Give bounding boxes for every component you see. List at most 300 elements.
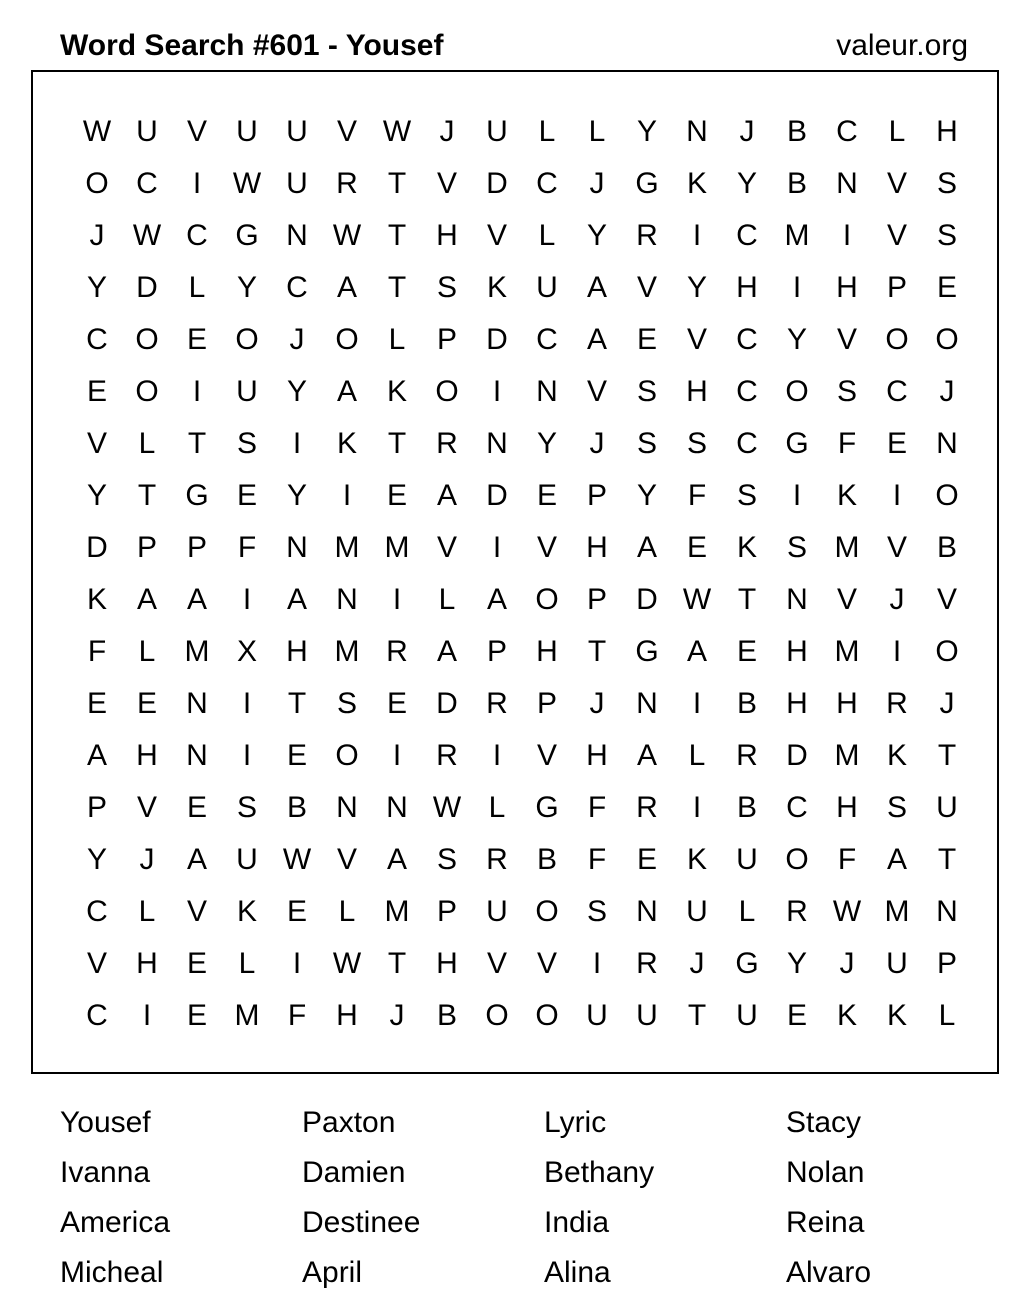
grid-letter[interactable]: V xyxy=(186,115,207,148)
grid-letter[interactable]: A xyxy=(186,583,207,616)
grid-letter[interactable]: N xyxy=(936,895,958,928)
grid-letter[interactable]: J xyxy=(889,583,905,616)
grid-letter[interactable]: C xyxy=(736,219,758,252)
grid-letter[interactable]: B xyxy=(536,843,557,876)
grid-letter[interactable]: Y xyxy=(536,427,557,460)
grid-letter[interactable]: X xyxy=(236,635,257,668)
grid-letter[interactable]: O xyxy=(135,375,159,408)
grid-letter[interactable]: A xyxy=(636,739,657,772)
grid-letter[interactable]: N xyxy=(186,687,208,720)
grid-letter[interactable]: Y xyxy=(86,271,107,304)
grid-letter[interactable]: I xyxy=(292,427,302,460)
grid-letter[interactable]: O xyxy=(85,167,109,200)
grid-letter[interactable]: A xyxy=(336,271,357,304)
grid-letter[interactable]: R xyxy=(486,843,508,876)
grid-letter[interactable]: R xyxy=(636,791,658,824)
grid-letter[interactable]: A xyxy=(436,635,457,668)
grid-letter[interactable]: S xyxy=(736,479,757,512)
grid-letter[interactable]: O xyxy=(235,323,259,356)
grid-letter[interactable]: U xyxy=(886,947,908,980)
grid-letter[interactable]: I xyxy=(892,635,902,668)
grid-letter[interactable]: H xyxy=(786,635,808,668)
grid-letter[interactable]: E xyxy=(186,947,207,980)
grid-letter[interactable]: C xyxy=(286,271,308,304)
grid-letter[interactable]: H xyxy=(836,271,858,304)
grid-letter[interactable]: W xyxy=(232,167,262,200)
grid-letter[interactable]: A xyxy=(486,583,507,616)
grid-letter[interactable]: H xyxy=(586,739,608,772)
grid-letter[interactable]: U xyxy=(686,895,708,928)
grid-letter[interactable]: O xyxy=(485,999,509,1032)
grid-letter[interactable]: V xyxy=(136,791,157,824)
grid-letter[interactable]: E xyxy=(386,479,407,512)
grid-letter[interactable]: N xyxy=(386,791,408,824)
grid-letter[interactable]: N xyxy=(286,531,308,564)
grid-letter[interactable]: V xyxy=(336,115,357,148)
grid-letter[interactable]: N xyxy=(286,219,308,252)
grid-letter[interactable]: O xyxy=(335,739,359,772)
grid-letter[interactable]: V xyxy=(486,219,507,252)
grid-letter[interactable]: K xyxy=(886,739,907,772)
grid-letter[interactable]: J xyxy=(939,375,955,408)
grid-letter[interactable]: E xyxy=(86,687,107,720)
grid-letter[interactable]: K xyxy=(736,531,757,564)
grid-letter[interactable]: L xyxy=(138,427,156,460)
grid-letter[interactable]: S xyxy=(236,427,257,460)
grid-letter[interactable]: E xyxy=(286,739,307,772)
grid-letter[interactable]: N xyxy=(836,167,858,200)
grid-letter[interactable]: J xyxy=(589,687,605,720)
grid-letter[interactable]: A xyxy=(186,843,207,876)
grid-letter[interactable]: E xyxy=(636,843,657,876)
grid-letter[interactable]: N xyxy=(186,739,208,772)
grid-letter[interactable]: F xyxy=(287,999,307,1032)
grid-letter[interactable]: V xyxy=(536,531,557,564)
grid-letter[interactable]: G xyxy=(235,219,259,252)
grid-letter[interactable]: H xyxy=(136,739,158,772)
grid-letter[interactable]: L xyxy=(688,739,706,772)
grid-letter[interactable]: G xyxy=(735,947,759,980)
grid-letter[interactable]: C xyxy=(536,167,558,200)
grid-letter[interactable]: P xyxy=(536,687,557,720)
grid-letter[interactable]: G xyxy=(785,427,809,460)
grid-letter[interactable]: D xyxy=(486,479,508,512)
grid-letter[interactable]: N xyxy=(636,687,658,720)
grid-letter[interactable]: R xyxy=(636,947,658,980)
grid-letter[interactable]: C xyxy=(136,167,158,200)
grid-letter[interactable]: V xyxy=(536,947,557,980)
grid-letter[interactable]: B xyxy=(286,791,307,824)
grid-letter[interactable]: M xyxy=(334,531,360,564)
grid-letter[interactable]: P xyxy=(436,323,457,356)
grid-letter[interactable]: S xyxy=(336,687,357,720)
grid-letter[interactable]: U xyxy=(936,791,958,824)
grid-letter[interactable]: P xyxy=(436,895,457,928)
grid-letter[interactable]: K xyxy=(836,479,857,512)
grid-letter[interactable]: H xyxy=(436,947,458,980)
grid-letter[interactable]: U xyxy=(486,115,508,148)
grid-letter[interactable]: Y xyxy=(636,479,657,512)
grid-letter[interactable]: J xyxy=(89,219,105,252)
grid-letter[interactable]: F xyxy=(687,479,707,512)
grid-letter[interactable]: O xyxy=(885,323,909,356)
grid-letter[interactable]: K xyxy=(486,271,507,304)
grid-letter[interactable]: F xyxy=(837,427,857,460)
grid-letter[interactable]: O xyxy=(435,375,459,408)
grid-letter[interactable]: N xyxy=(536,375,558,408)
grid-letter[interactable]: H xyxy=(136,947,158,980)
grid-letter[interactable]: O xyxy=(935,323,959,356)
grid-letter[interactable]: V xyxy=(486,947,507,980)
grid-letter[interactable]: S xyxy=(436,271,457,304)
grid-letter[interactable]: H xyxy=(836,687,858,720)
grid-letter[interactable]: V xyxy=(586,375,607,408)
grid-letter[interactable]: O xyxy=(785,843,809,876)
grid-letter[interactable]: O xyxy=(535,583,559,616)
grid-letter[interactable]: R xyxy=(436,739,458,772)
grid-letter[interactable]: L xyxy=(538,219,556,252)
grid-letter[interactable]: V xyxy=(536,739,557,772)
grid-letter[interactable]: I xyxy=(392,583,402,616)
grid-letter[interactable]: J xyxy=(739,115,755,148)
grid-letter[interactable]: I xyxy=(342,479,352,512)
grid-letter[interactable]: V xyxy=(186,895,207,928)
grid-letter[interactable]: M xyxy=(784,219,810,252)
grid-letter[interactable]: U xyxy=(136,115,158,148)
grid-letter[interactable]: T xyxy=(387,219,407,252)
grid-letter[interactable]: W xyxy=(332,219,362,252)
grid-letter[interactable]: D xyxy=(86,531,108,564)
grid-letter[interactable]: A xyxy=(586,323,607,356)
grid-letter[interactable]: U xyxy=(286,115,308,148)
grid-letter[interactable]: J xyxy=(439,115,455,148)
grid-letter[interactable]: N xyxy=(786,583,808,616)
grid-letter[interactable]: N xyxy=(486,427,508,460)
grid-letter[interactable]: S xyxy=(636,427,657,460)
grid-letter[interactable]: I xyxy=(492,739,502,772)
grid-letter[interactable]: Y xyxy=(686,271,707,304)
grid-letter[interactable]: P xyxy=(486,635,507,668)
grid-letter[interactable]: O xyxy=(785,375,809,408)
grid-letter[interactable]: J xyxy=(589,427,605,460)
grid-letter[interactable]: E xyxy=(536,479,557,512)
grid-letter[interactable]: B xyxy=(736,687,757,720)
grid-letter[interactable]: D xyxy=(136,271,158,304)
grid-letter[interactable]: D xyxy=(486,323,508,356)
grid-letter[interactable]: C xyxy=(836,115,858,148)
grid-letter[interactable]: B xyxy=(786,115,807,148)
grid-letter[interactable]: O xyxy=(935,479,959,512)
grid-letter[interactable]: J xyxy=(839,947,855,980)
grid-letter[interactable]: P xyxy=(586,583,607,616)
grid-letter[interactable]: D xyxy=(636,583,658,616)
grid-letter[interactable]: M xyxy=(834,635,860,668)
grid-letter[interactable]: R xyxy=(786,895,808,928)
grid-letter[interactable]: E xyxy=(936,271,957,304)
grid-letter[interactable]: T xyxy=(587,635,607,668)
grid-letter[interactable]: Y xyxy=(786,947,807,980)
grid-letter[interactable]: I xyxy=(492,531,502,564)
grid-letter[interactable]: G xyxy=(185,479,209,512)
grid-letter[interactable]: N xyxy=(336,791,358,824)
grid-letter[interactable]: J xyxy=(939,687,955,720)
grid-letter[interactable]: T xyxy=(737,583,757,616)
grid-letter[interactable]: T xyxy=(687,999,707,1032)
grid-letter[interactable]: I xyxy=(892,479,902,512)
grid-letter[interactable]: Y xyxy=(636,115,657,148)
grid-letter[interactable]: L xyxy=(388,323,406,356)
grid-letter[interactable]: W xyxy=(432,791,462,824)
grid-letter[interactable]: U xyxy=(736,999,758,1032)
grid-letter[interactable]: C xyxy=(86,895,108,928)
grid-letter[interactable]: A xyxy=(686,635,707,668)
grid-letter[interactable]: H xyxy=(936,115,958,148)
grid-letter[interactable]: I xyxy=(592,947,602,980)
grid-letter[interactable]: V xyxy=(436,531,457,564)
grid-letter[interactable]: R xyxy=(886,687,908,720)
grid-letter[interactable]: D xyxy=(486,167,508,200)
grid-letter[interactable]: B xyxy=(936,531,957,564)
grid-letter[interactable]: W xyxy=(682,583,712,616)
grid-letter[interactable]: L xyxy=(938,999,956,1032)
grid-letter[interactable]: N xyxy=(636,895,658,928)
grid-letter[interactable]: P xyxy=(936,947,957,980)
grid-letter[interactable]: O xyxy=(535,999,559,1032)
grid-letter[interactable]: Y xyxy=(286,479,307,512)
grid-letter[interactable]: I xyxy=(192,375,202,408)
grid-letter[interactable]: H xyxy=(436,219,458,252)
grid-letter[interactable]: M xyxy=(834,531,860,564)
grid-letter[interactable]: T xyxy=(387,427,407,460)
grid-letter[interactable]: T xyxy=(387,167,407,200)
grid-letter[interactable]: C xyxy=(736,375,758,408)
grid-letter[interactable]: W xyxy=(332,947,362,980)
grid-letter[interactable]: E xyxy=(636,323,657,356)
grid-letter[interactable]: R xyxy=(386,635,408,668)
grid-letter[interactable]: W xyxy=(82,115,112,148)
grid-letter[interactable]: I xyxy=(242,687,252,720)
grid-letter[interactable]: R xyxy=(336,167,358,200)
grid-letter[interactable]: I xyxy=(842,219,852,252)
grid-letter[interactable]: S xyxy=(586,895,607,928)
grid-letter[interactable]: U xyxy=(236,843,258,876)
grid-letter[interactable]: Y xyxy=(86,843,107,876)
grid-letter[interactable]: S xyxy=(936,219,957,252)
grid-letter[interactable]: L xyxy=(138,635,156,668)
grid-letter[interactable]: T xyxy=(187,427,207,460)
grid-letter[interactable]: L xyxy=(188,271,206,304)
grid-letter[interactable]: R xyxy=(636,219,658,252)
grid-letter[interactable]: I xyxy=(692,219,702,252)
grid-letter[interactable]: I xyxy=(292,947,302,980)
grid-letter[interactable]: C xyxy=(86,323,108,356)
grid-letter[interactable]: I xyxy=(792,479,802,512)
grid-letter[interactable]: T xyxy=(387,271,407,304)
grid-letter[interactable]: Y xyxy=(236,271,257,304)
grid-letter[interactable]: C xyxy=(186,219,208,252)
grid-letter[interactable]: N xyxy=(686,115,708,148)
grid-letter[interactable]: U xyxy=(586,999,608,1032)
grid-letter[interactable]: S xyxy=(886,791,907,824)
grid-letter[interactable]: U xyxy=(636,999,658,1032)
grid-letter[interactable]: A xyxy=(86,739,107,772)
grid-letter[interactable]: Y xyxy=(736,167,757,200)
grid-letter[interactable]: G xyxy=(635,167,659,200)
grid-letter[interactable]: S xyxy=(686,427,707,460)
grid-letter[interactable]: U xyxy=(486,895,508,928)
grid-letter[interactable]: V xyxy=(886,531,907,564)
grid-letter[interactable]: U xyxy=(236,375,258,408)
grid-letter[interactable]: K xyxy=(686,843,707,876)
grid-letter[interactable]: J xyxy=(689,947,705,980)
grid-letter[interactable]: O xyxy=(935,635,959,668)
grid-letter[interactable]: N xyxy=(936,427,958,460)
grid-letter[interactable]: P xyxy=(186,531,207,564)
grid-letter[interactable]: V xyxy=(636,271,657,304)
grid-letter[interactable]: M xyxy=(384,895,410,928)
grid-letter[interactable]: L xyxy=(488,791,506,824)
grid-letter[interactable]: V xyxy=(436,167,457,200)
grid-letter[interactable]: T xyxy=(937,843,957,876)
grid-letter[interactable]: F xyxy=(87,635,107,668)
grid-letter[interactable]: C xyxy=(86,999,108,1032)
grid-letter[interactable]: V xyxy=(86,947,107,980)
grid-letter[interactable]: F xyxy=(587,791,607,824)
grid-letter[interactable]: U xyxy=(736,843,758,876)
grid-letter[interactable]: R xyxy=(736,739,758,772)
grid-letter[interactable]: U xyxy=(236,115,258,148)
grid-letter[interactable]: S xyxy=(236,791,257,824)
grid-letter[interactable]: G xyxy=(535,791,559,824)
grid-letter[interactable]: H xyxy=(286,635,308,668)
grid-letter[interactable]: K xyxy=(336,427,357,460)
grid-letter[interactable]: L xyxy=(538,115,556,148)
grid-letter[interactable]: E xyxy=(286,895,307,928)
grid-letter[interactable]: E xyxy=(886,427,907,460)
grid-letter[interactable]: J xyxy=(139,843,155,876)
grid-letter[interactable]: Y xyxy=(586,219,607,252)
grid-letter[interactable]: H xyxy=(336,999,358,1032)
grid-letter[interactable]: R xyxy=(436,427,458,460)
grid-letter[interactable]: A xyxy=(636,531,657,564)
grid-letter[interactable]: I xyxy=(192,167,202,200)
grid-letter[interactable]: E xyxy=(186,323,207,356)
grid-letter[interactable]: F xyxy=(587,843,607,876)
grid-letter[interactable]: F xyxy=(837,843,857,876)
grid-letter[interactable]: I xyxy=(792,271,802,304)
grid-letter[interactable]: W xyxy=(282,843,312,876)
grid-letter[interactable]: S xyxy=(786,531,807,564)
grid-letter[interactable]: S xyxy=(636,375,657,408)
grid-letter[interactable]: E xyxy=(86,375,107,408)
grid-letter[interactable]: I xyxy=(692,791,702,824)
grid-letter[interactable]: A xyxy=(386,843,407,876)
grid-letter[interactable]: A xyxy=(586,271,607,304)
grid-letter[interactable]: E xyxy=(386,687,407,720)
grid-letter[interactable]: H xyxy=(786,687,808,720)
grid-letter[interactable]: L xyxy=(338,895,356,928)
grid-letter[interactable]: R xyxy=(486,687,508,720)
grid-letter[interactable]: V xyxy=(86,427,107,460)
grid-letter[interactable]: M xyxy=(884,895,910,928)
grid-letter[interactable]: P xyxy=(886,271,907,304)
grid-letter[interactable]: O xyxy=(135,323,159,356)
grid-letter[interactable]: W xyxy=(382,115,412,148)
grid-letter[interactable]: E xyxy=(736,635,757,668)
grid-letter[interactable]: U xyxy=(286,167,308,200)
grid-letter[interactable]: M xyxy=(834,739,860,772)
grid-letter[interactable]: A xyxy=(886,843,907,876)
grid-letter[interactable]: B xyxy=(786,167,807,200)
grid-letter[interactable]: E xyxy=(236,479,257,512)
grid-letter[interactable]: L xyxy=(238,947,256,980)
grid-letter[interactable]: Y xyxy=(286,375,307,408)
grid-letter[interactable]: M xyxy=(334,635,360,668)
grid-letter[interactable]: K xyxy=(686,167,707,200)
grid-letter[interactable]: K xyxy=(386,375,407,408)
grid-letter[interactable]: V xyxy=(886,167,907,200)
grid-letter[interactable]: A xyxy=(336,375,357,408)
grid-letter[interactable]: W xyxy=(832,895,862,928)
grid-letter[interactable]: C xyxy=(786,791,808,824)
grid-letter[interactable]: I xyxy=(142,999,152,1032)
grid-letter[interactable]: V xyxy=(686,323,707,356)
grid-letter[interactable]: D xyxy=(436,687,458,720)
grid-letter[interactable]: I xyxy=(392,739,402,772)
grid-letter[interactable]: E xyxy=(686,531,707,564)
grid-letter[interactable]: H xyxy=(736,271,758,304)
grid-letter[interactable]: I xyxy=(242,739,252,772)
grid-letter[interactable]: M xyxy=(384,531,410,564)
grid-letter[interactable]: O xyxy=(335,323,359,356)
grid-letter[interactable]: I xyxy=(242,583,252,616)
grid-letter[interactable]: O xyxy=(535,895,559,928)
grid-letter[interactable]: K xyxy=(236,895,257,928)
grid-letter[interactable]: G xyxy=(635,635,659,668)
grid-letter[interactable]: S xyxy=(936,167,957,200)
grid-letter[interactable]: B xyxy=(436,999,457,1032)
grid-letter[interactable]: P xyxy=(136,531,157,564)
grid-letter[interactable]: I xyxy=(492,375,502,408)
grid-letter[interactable]: Y xyxy=(86,479,107,512)
grid-letter[interactable]: K xyxy=(886,999,907,1032)
grid-letter[interactable]: H xyxy=(586,531,608,564)
grid-letter[interactable]: P xyxy=(586,479,607,512)
grid-letter[interactable]: W xyxy=(132,219,162,252)
grid-letter[interactable]: S xyxy=(836,375,857,408)
grid-letter[interactable]: L xyxy=(588,115,606,148)
grid-letter[interactable]: D xyxy=(786,739,808,772)
grid-letter[interactable]: C xyxy=(886,375,908,408)
grid-letter[interactable]: U xyxy=(536,271,558,304)
grid-letter[interactable]: L xyxy=(738,895,756,928)
grid-letter[interactable]: C xyxy=(736,323,758,356)
grid-letter[interactable]: J xyxy=(289,323,305,356)
grid-letter[interactable]: L xyxy=(138,895,156,928)
grid-letter[interactable]: V xyxy=(886,219,907,252)
grid-letter[interactable]: A xyxy=(136,583,157,616)
grid-letter[interactable]: A xyxy=(436,479,457,512)
grid-letter[interactable]: J xyxy=(389,999,405,1032)
grid-letter[interactable]: K xyxy=(836,999,857,1032)
grid-letter[interactable]: I xyxy=(692,687,702,720)
grid-letter[interactable]: Y xyxy=(786,323,807,356)
grid-letter[interactable]: M xyxy=(184,635,210,668)
grid-letter[interactable]: A xyxy=(286,583,307,616)
grid-letter[interactable]: N xyxy=(336,583,358,616)
grid-letter[interactable]: F xyxy=(237,531,257,564)
grid-letter[interactable]: B xyxy=(736,791,757,824)
